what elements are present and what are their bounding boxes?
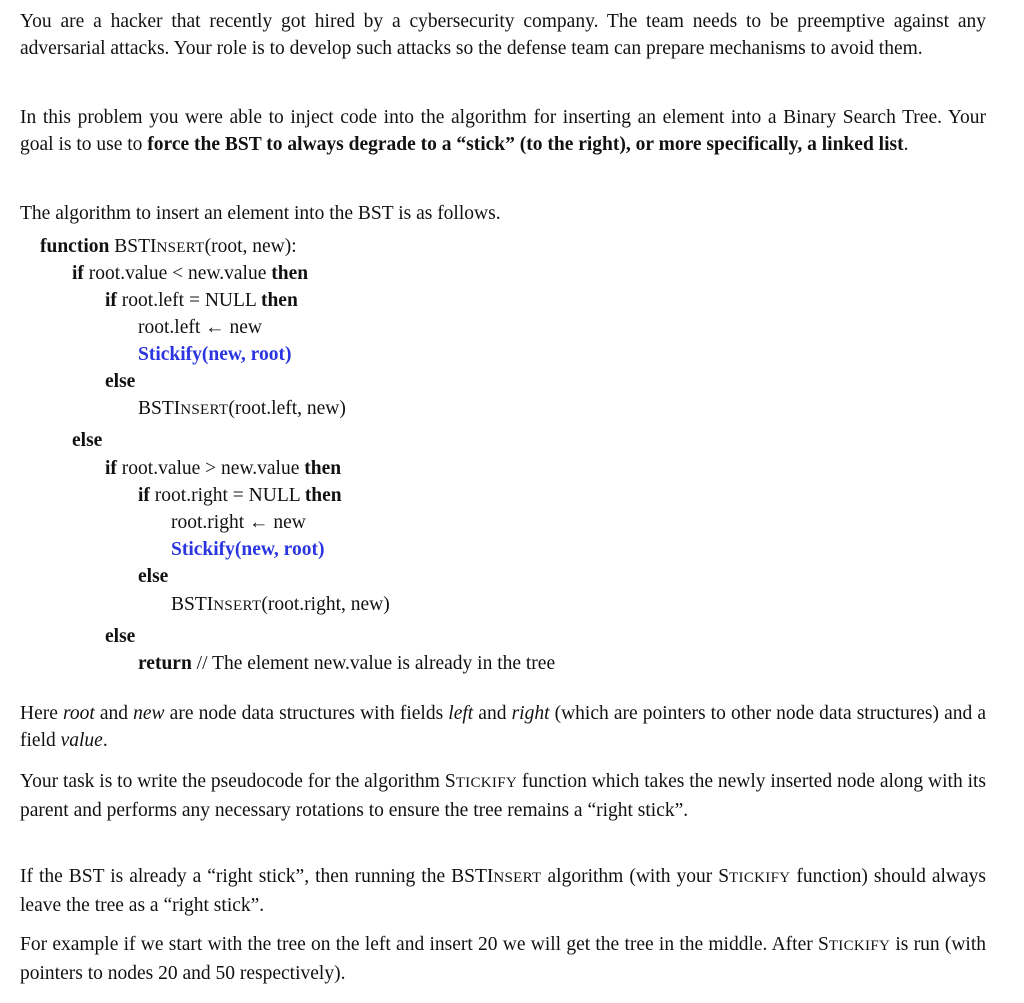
algorithm-intro xyxy=(20,200,986,227)
code-line-if-less: if root.value < new.value then xyxy=(72,263,309,284)
fields-paragraph: Here root and new are node data structures with fields left and right (which are pointers to other node data structures) and a field value. xyxy=(20,703,987,751)
code-line-assign-left: root.left ← new xyxy=(138,317,263,338)
code-line-recurse-right: BSTINSERT(root.right, new) xyxy=(171,594,390,615)
example-paragraph: For example if we start with the tree on the left and insert 20 we will get the tree in the middle. After STICKIFY is run (with pointers to nodes 20 and 50 respectively). xyxy=(20,934,986,984)
code-line-else-3: else xyxy=(138,566,169,587)
intro-text: You are a hacker that recently got hired by a cybersecurity company. The team needs to be preemptive against any adversarial attacks. Your role is to develop such attacks so the defense team can prepare mechanisms to avoid them. xyxy=(20,11,986,59)
code-line-return: return // The element new.value is already in the tree xyxy=(138,653,556,674)
code-line-else-2: else xyxy=(72,430,103,451)
code-line-if-left-null: if root.left = NULL then xyxy=(105,290,298,311)
algorithm-intro-text: The algorithm to insert an element into the BST is as follows. xyxy=(20,203,501,224)
problem-paragraph xyxy=(20,104,986,158)
code-line-recurse-left: BSTINSERT(root.left, new) xyxy=(138,398,346,419)
code-line-stickify-left: Stickify(new, root) xyxy=(138,344,292,365)
code-line-if-right-null: if root.right = NULL then xyxy=(138,485,342,506)
code-line-else-1: else xyxy=(105,371,136,392)
problem-text: In this problem you were able to inject code into the algorithm for inserting an element into a Binary Search Tree. Your goal is to use to xyxy=(20,107,986,155)
code-line-if-greater: if root.value > new.value then xyxy=(105,458,342,479)
problem-period: . xyxy=(903,134,909,155)
task-paragraph: Your task is to write the pseudocode for the algorithm STICKIFY function which takes the newly inserted node along with its parent and performs any necessary rotations to ensure the tree remains a “right stick”. xyxy=(20,771,986,821)
code-line-function: function BSTINSERT(root, new): xyxy=(40,236,297,257)
problem-emphasis: force the BST to always degrade to a “stick” (to the right), or more specifically, a linked list xyxy=(147,134,904,155)
code-line-else-4: else xyxy=(105,626,136,647)
code-line-assign-right: root.right ← new xyxy=(171,512,306,533)
intro-paragraph xyxy=(20,8,986,62)
code-line-stickify-right: Stickify(new, root) xyxy=(171,539,325,560)
stick-invariant-paragraph: If the BST is already a “right stick”, then running the BSTINSERT algorithm (with your STICKIFY function) should always leave the tree as a “right stick”. xyxy=(20,866,986,916)
